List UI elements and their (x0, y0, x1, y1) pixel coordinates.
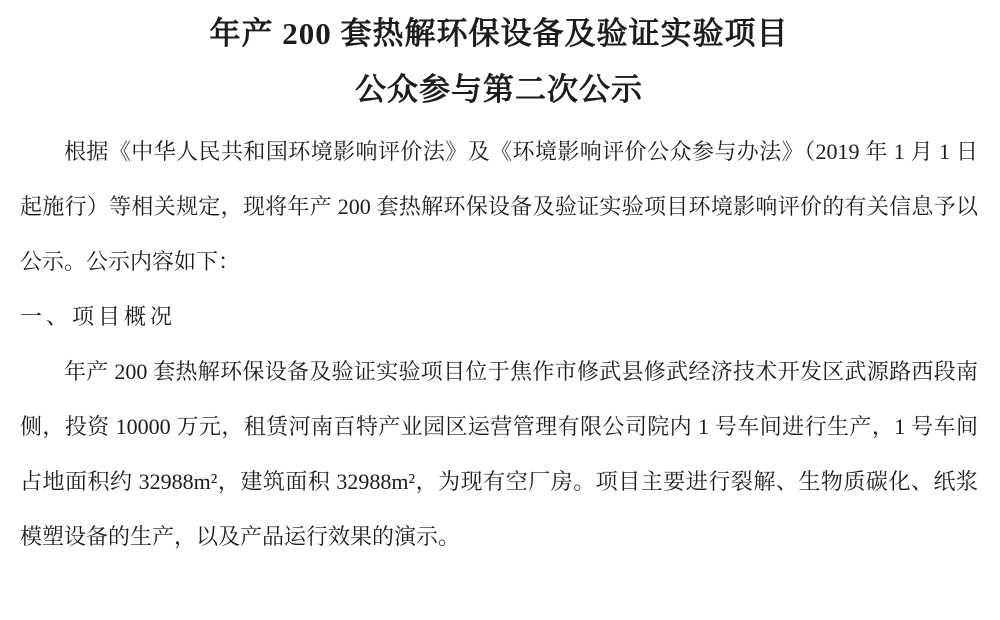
document-title-line2: 公众参与第二次公示 (355, 72, 643, 107)
intro-paragraph: 根据《中华人民共和国环境影响评价法》及《环境影响评价公众参与办法》（2019 年 1 月 1 日起施行）等相关规定，现将年产 200 套热解环保设备及验证实验项目环境影响评价的有关信息予以公示。公示内容如下： (20, 139, 978, 274)
document-title (20, 6, 978, 118)
document-title-line1: 年产 200 套热解环保设备及验证实验项目 (209, 16, 789, 51)
section1-paragraph: 年产 200 套热解环保设备及验证实验项目位于焦作市修武县修武经济技术开发区武源路西段南侧，投资 10000 万元，租赁河南百特产业园区运营管理有限公司院内 1 号车间进行生产，1 号车间占地面积约 32988m²，建筑面积 32988m²，为现有空厂房。项目主要进行裂解、生物质碳化、纸浆模塑设备的生产，以及产品运行效果的演示。 (20, 359, 978, 549)
section1-heading: 一、项目概况 (20, 304, 177, 329)
